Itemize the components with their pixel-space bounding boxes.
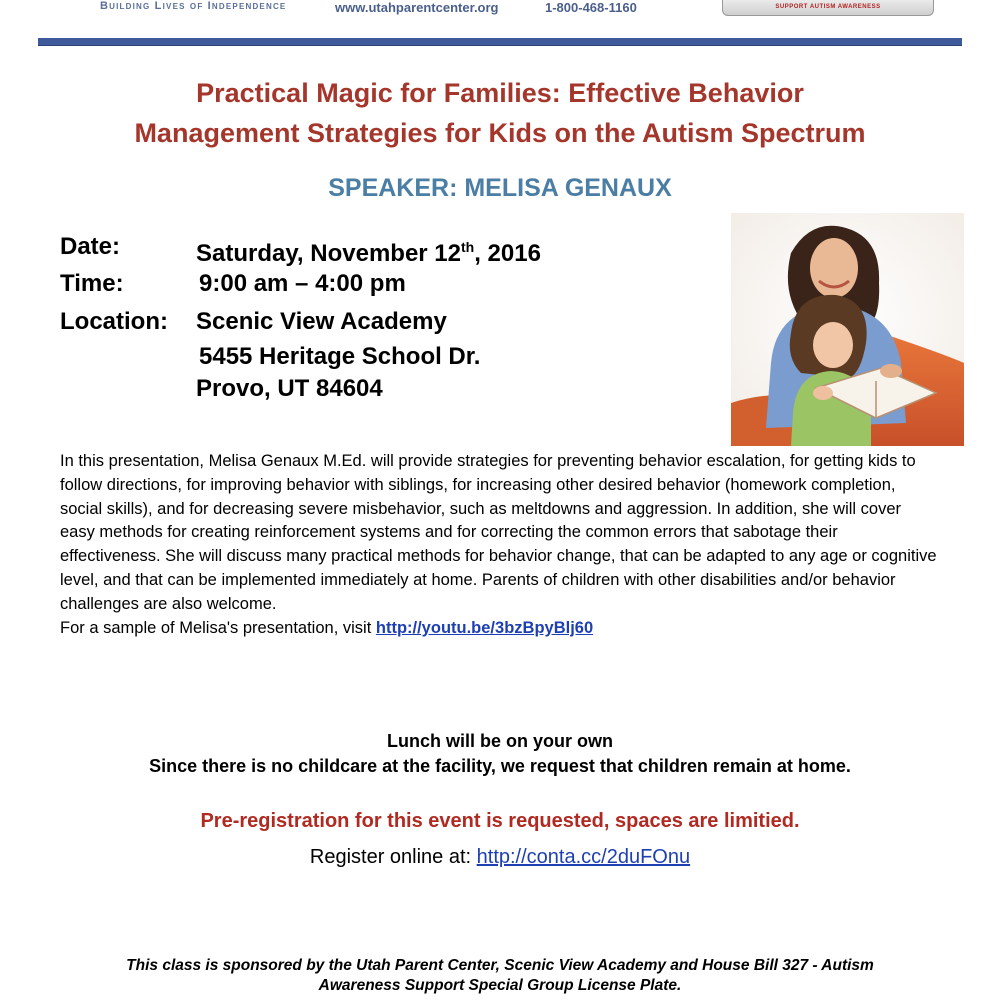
date-label: Date: — [60, 233, 121, 260]
title-line-2: Management Strategies for Kids on the Autism Spectrum — [134, 118, 866, 148]
sponsor-line-2: Awareness Support Special Group License Plate. — [318, 977, 682, 994]
page-title — [20, 73, 980, 153]
lunch-note: Lunch will be on your own — [387, 731, 613, 751]
header-phone: 1-800-468-1160 — [545, 0, 637, 15]
location-label: Location: — [60, 308, 168, 335]
youtube-sample-link[interactable]: http://youtu.be/3bzBpyBlj60 — [375, 618, 594, 637]
sponsor-line-1: This class is sponsored by the Utah Parent Center, Scenic View Academy and House Bill 327 - Autism — [126, 957, 874, 974]
time-label: Time: — [60, 270, 124, 297]
description-paragraph — [60, 450, 940, 640]
speaker-heading: SPEAKER: MELISA GENAUX — [328, 174, 672, 202]
description-text: In this presentation, Melisa Genaux M.Ed. will provide strategies for preventing behavior escalation, for getting kids to follow directions, for improving behavior with siblings, for increasing other desired behavior (homework completion, social skills), and for decreasing severe misbehavior, such as meltdowns and aggression. In addition, she will cover easy methods for creating reinforcement systems and for correcting the common errors that sabotage their effectiveness. She will discuss many practical methods for behavior change, that can be adapted to any age or cognitive level, and that can be implemented immediately at home. Parents of children with other disabilities and/or behavior challenges are also welcome. — [60, 452, 937, 613]
sponsor-statement — [20, 956, 980, 996]
license-plate-image — [722, 0, 934, 16]
sample-text: For a sample of Melisa's presentation, visit — [60, 618, 376, 637]
date-main: Saturday, November 12 — [196, 240, 461, 267]
date-value — [196, 231, 541, 270]
register-label: Register online at: — [309, 846, 477, 868]
time-value: 9:00 am – 4:00 pm — [199, 270, 406, 297]
date-suffix: th — [461, 239, 475, 255]
header-divider — [38, 38, 962, 46]
header-url[interactable]: www.utahparentcenter.org — [335, 0, 499, 15]
header-tagline: Building Lives of Independence — [100, 0, 287, 12]
location-line-2: 5455 Heritage School Dr. — [199, 343, 481, 370]
photo-illustration — [731, 213, 964, 446]
location-line-3: Provo, UT 84604 — [196, 375, 383, 402]
preregistration-notice: Pre-registration for this event is requested, spaces are limitied. — [200, 810, 800, 832]
date-year: , 2016 — [474, 240, 541, 267]
logistics-notes — [20, 729, 980, 779]
register-link[interactable]: http://conta.cc/2duFOnu — [476, 846, 691, 868]
title-line-1: Practical Magic for Families: Effective Behavior — [196, 78, 804, 108]
register-line — [20, 846, 980, 869]
childcare-note: Since there is no childcare at the facility, we request that children remain at home. — [149, 756, 851, 776]
mother-child-reading-photo — [731, 213, 964, 446]
location-line-1: Scenic View Academy — [196, 308, 447, 335]
plate-text: SUPPORT AUTISM AWARENESS — [775, 4, 881, 10]
